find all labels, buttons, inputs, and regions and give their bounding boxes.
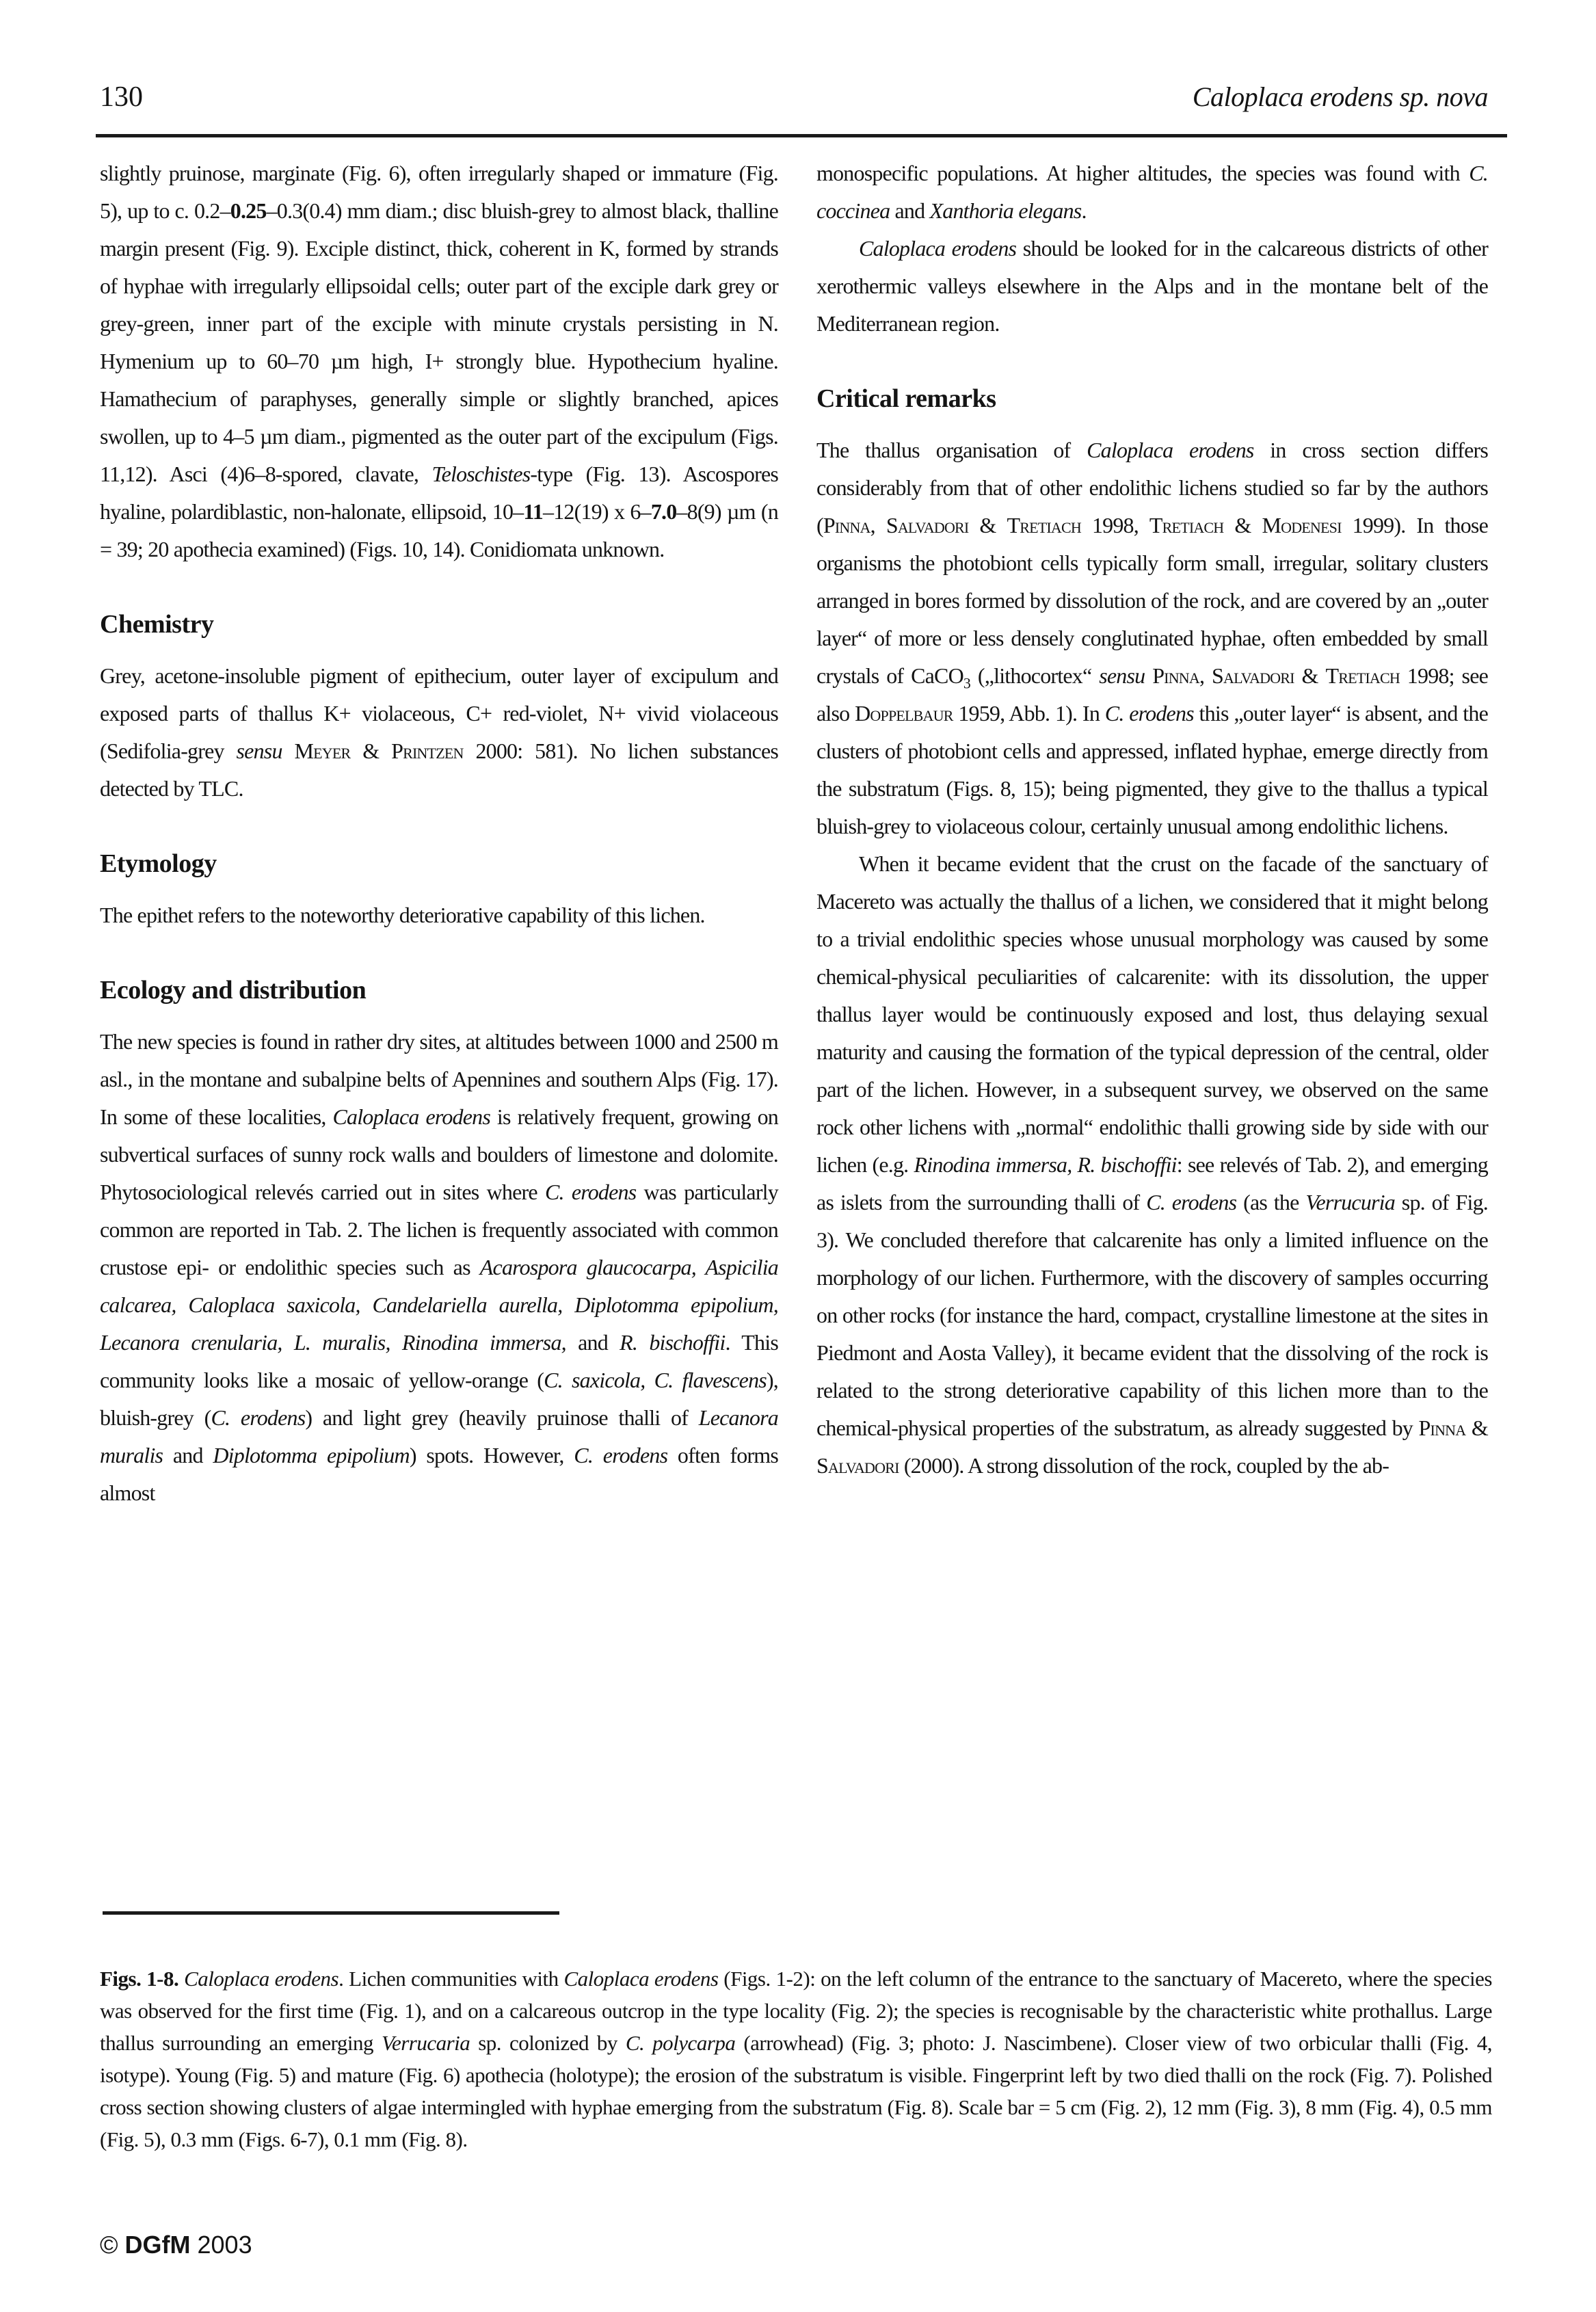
paragraph-ecology: The new species is found in rather dry sites, at altitudes between 1000 and 2500 m asl., in the montane and subalpine belts of Apennines and southern Alps (Fig. 17). In some of these localities, Caloplaca erodens is relatively frequent, growing on subvertical surfaces of sunny rock walls and boulders of limestone and dolomite. Phytosociological relevés carried out in sites where C. erodens was particularly common are reported in Tab. 2. The lichen is frequently associated with common crustose epi- or endolithic species such as Acarospora glaucocarpa, Aspicilia calcarea, Caloplaca saxicola, Candelariella aurella, Diplotomma epipolium, Lecanora crenularia, L. muralis, Rinodina immersa, and R. bischoffii. This community looks like a mosaic of yellow-orange (C. saxicola, C. flavescens), bluish-grey (C. erodens) and light grey (heavily pruinose thalli of Lecanora muralis and Diplotomma epipolium) spots. However, C. erodens often forms almost xyxy=(100,1029,779,1505)
paragraph-description: slightly pruinose, marginate (Fig. 6), often irregularly shaped or immature (Fig. 5), up to c. 0.2–0.25–0.3(0.4) mm diam.; disc bluish-grey to almost black, thalline margin present (Fig. 9). Exciple distinct, thick, coherent in K, formed by strands of hyphae with irregularly ellipsoidal cells; outer part of the exciple dark grey or grey-green, inner part of the exciple with minute crystals persisting in N. Hymenium up to 60–70 µm high, I+ strongly blue. Hypothecium hyaline. Hamathecium of paraphyses, generally simple or slightly branched, apices swollen, up to 4–5 µm diam., pigmented as the outer part of the excipulum (Figs. 11,12). Asci (4)6–8-spored, clavate, Teloschistes-type (Fig. 13). Ascospores hyaline, polardiblastic, non-halonate, ellipsoid, 10–11–12(19) x 6–7.0–8(9) µm (n = 39; 20 apothecia examined) (Figs. 10, 14). Conidiomata unknown. xyxy=(100,161,778,561)
page-number: 130 xyxy=(100,81,143,113)
heading-etymology: Etymology xyxy=(100,849,217,878)
paragraph-distribution-note: Caloplaca erodens should be looked for in the calcareous districts of other xerothermic valleys elsewhere in the Alps and in the montane belt of the Mediterranean region. xyxy=(816,236,1488,336)
running-title: Caloplaca erodens sp. nova xyxy=(1192,81,1488,112)
paragraph-etymology: The epithet refers to the noteworthy deteriorative capability of this lichen. xyxy=(100,903,705,927)
figure-caption: Figs. 1-8. Caloplaca erodens. Lichen communities with Caloplaca erodens (Figs. 1-2): on the left column of the entrance to the sanctuary of Macereto, where the species was observed for the first time (Fig. 1), and on a calcareous outcrop in the type locality (Fig. 2); the species is recognisable by the characteristic white prothallus. Large thallus surrounding an emerging Verrucaria sp. colonized by C. polycarpa (arrowhead) (Fig. 3; photo: J. Nascimbene). Closer view of two orbicular thalli (Fig. 4, isotype). Young (Fig. 5) and mature (Fig. 6) apothecia (holotype); the erosion of the substratum is visible. Fingerprint left by two died thalli on the rock (Fig. 7). Polished cross section showing clusters of algae intermingled with hyphae emerging from the substratum (Fig. 8). Scale bar = 5 cm (Fig. 2), 12 mm (Fig. 3), 8 mm (Fig. 4), 0.5 mm (Fig. 5), 0.3 mm (Figs. 6-7), 0.1 mm (Fig. 8). xyxy=(100,1967,1492,2151)
figure-caption-block xyxy=(100,1911,1492,2155)
heading-critical-remarks: Critical remarks xyxy=(816,384,996,413)
header-rule xyxy=(96,134,1507,137)
paragraph-chemistry: Grey, acetone-insoluble pigment of epithecium, outer layer of excipulum and exposed parts of thallus K+ violaceous, C+ red-violet, N+ vivid violaceous (Sedifolia-grey sensu Meyer & Printzen 2000: 581). No lichen substances detected by TLC. xyxy=(100,663,779,801)
page-footer xyxy=(100,2231,252,2259)
right-column xyxy=(816,155,1488,1512)
caption-separator-rule xyxy=(103,1911,559,1915)
heading-chemistry: Chemistry xyxy=(100,610,214,639)
content-columns xyxy=(100,155,1488,1512)
paragraph-critical-1: The thallus organisation of Caloplaca erodens in cross section differs considerably from that of other endolithic lichens studied so far by the authors (Pinna, Salvadori & Tretiach 1998, Tretiach & Modenesi 1999). In those organisms the photobiont cells typically form small, irregular, solitary clusters arranged in bores formed by dissolution of the rock, and are covered by an „outer layer“ of more or less densely conglutinated hyphae, often embedded by small crystals of CaCO$_3$ („lithocortex“ sensu Pinna, Salvadori & Tretiach 1998; see also Doppelbaur 1959, Abb. 1). In C. erodens this „outer layer“ is absent, and the clusters of photobiont cells and appressed, inflated hyphae, emerge directly from the substratum (Figs. 8, 15); being pigmented, they give to the thallus a typical bluish-grey to violaceous colour, certainly unusual among endolithic lichens. xyxy=(816,438,1489,838)
heading-ecology: Ecology and distribution xyxy=(100,976,367,1005)
copyright-text: © DGfM 2003 xyxy=(100,2231,252,2259)
paragraph-populations: monospecific populations. At higher altitudes, the species was found with C. coccinea and Xanthoria elegans. xyxy=(816,161,1488,223)
left-column xyxy=(100,155,778,1512)
page-header xyxy=(100,81,1488,114)
paragraph-critical-2: When it became evident that the crust on the facade of the sanctuary of Macereto was actually the thallus of a lichen, we considered that it might belong to a trivial endolithic species whose unusual morphology was caused by some chemical-physical peculiarities of calcarenite: with its dissolution, the upper thallus layer would be continuously exposed and lost, thus delaying sexual maturity and causing the formation of the typical depression of the central, older part of the lichen. However, in a subsequent survey, we observed on the same rock other lichens with „normal“ endolithic thalli growing side by side with our lichen (e.g. Rinodina immersa, R. bischoffii: see relevés of Tab. 2), and emerging as islets from the surrounding thalli of C. erodens (as the Verrucuria sp. of Fig. 3). We concluded therefore that calcarenite has only a limited influence on the morphology of our lichen. Furthermore, with the discovery of samples occurring on other rocks (for instance the hard, compact, crystalline limestone at the sites in Piedmont and Aosta Valley), it became evident that the dissolving of the rock is related to the strong deteriorative capability of this lichen more than to the chemical-physical properties of the substratum, as already suggested by Pinna & Salvadori (2000). A strong dissolution of the rock, coupled by the ab- xyxy=(816,851,1488,1478)
